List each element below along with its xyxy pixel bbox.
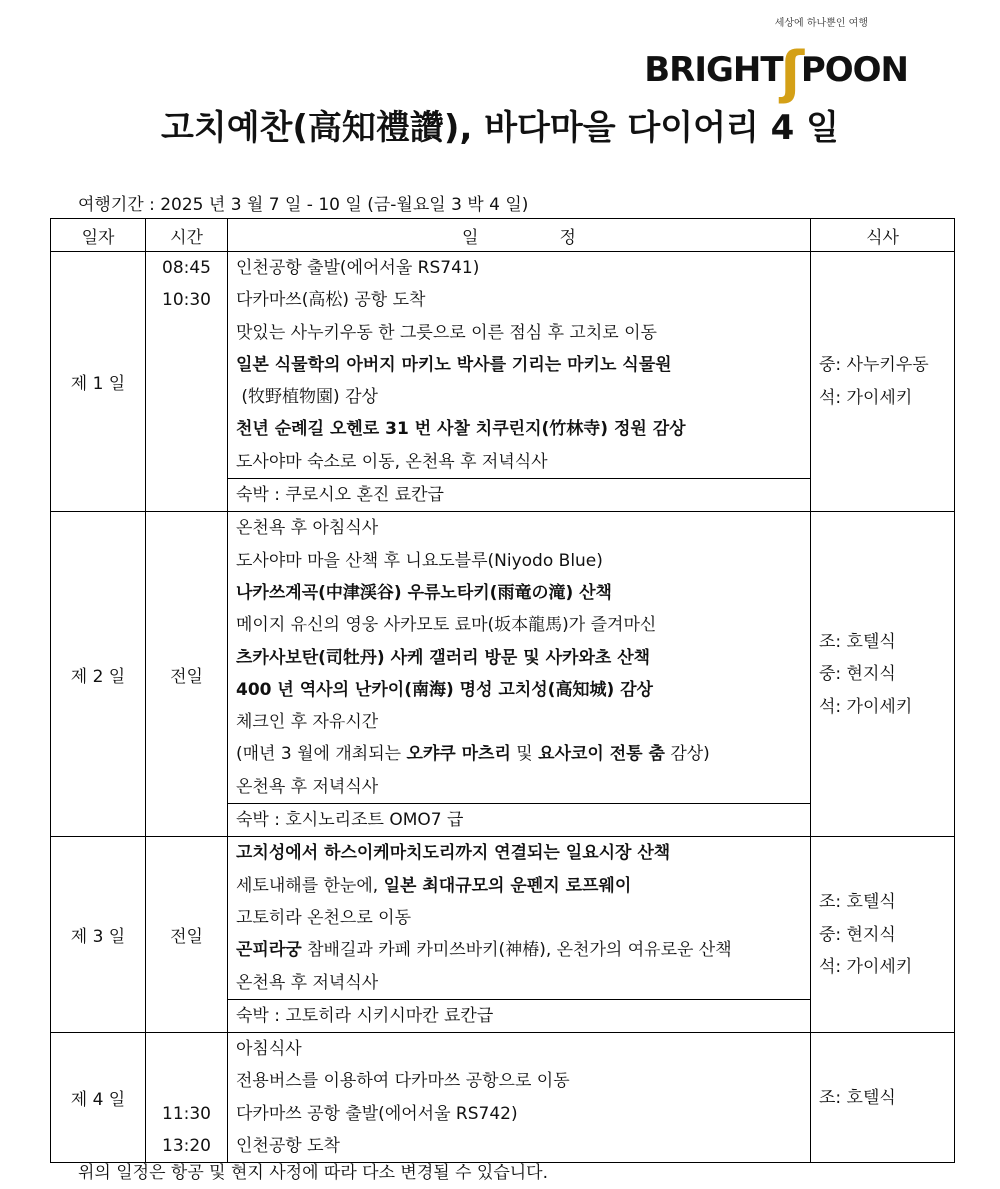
schedule-text: 세토내해를 한눈에, <box>236 875 384 896</box>
schedule-line <box>228 674 810 706</box>
header-schedule: 일 정 <box>228 219 811 252</box>
schedule-text: 고토히라 온천으로 이동 <box>236 907 412 928</box>
schedule-line <box>228 1033 810 1065</box>
schedule-line <box>228 446 810 478</box>
schedule-text: 체크인 후 자유시간 <box>236 712 379 733</box>
schedule-line <box>228 252 810 284</box>
schedule-text: 감상) <box>664 744 710 765</box>
day-row <box>51 837 955 1033</box>
schedule-line <box>228 771 810 803</box>
day-row <box>51 512 955 837</box>
highlight-text: 곤피라궁 <box>236 940 302 961</box>
meal-item: 조: 호텔식 <box>819 892 896 913</box>
time-value: 08:45 <box>162 258 211 278</box>
schedule-text: 온천욕 후 아침식사 <box>236 518 379 539</box>
highlight-text: 일본 식물학의 아버지 마키노 박사를 기리는 마키노 식물원 <box>236 354 672 375</box>
meal-item: 중: 현지식 <box>819 664 896 685</box>
time-value: 13:20 <box>162 1136 211 1157</box>
meal-item: 석: 가이세키 <box>819 696 913 717</box>
schedule-text: 및 <box>510 744 539 765</box>
itinerary-table <box>50 218 955 1163</box>
schedule-text: 인천공항 도착 <box>236 1136 340 1157</box>
time-cell: 전일 <box>146 837 228 1033</box>
accommodation: 숙박 : 호시노리조트 OMO7 급 <box>228 803 810 836</box>
highlight-text: 천년 순례길 오헨로 31 번 사찰 치쿠린지(竹林寺) 정원 감상 <box>236 419 686 440</box>
schedule-line <box>228 413 810 445</box>
schedule-line <box>228 642 810 674</box>
time-cell <box>146 1033 228 1163</box>
highlight-text: 고치성에서 하스이케마치도리까지 연결되는 일요시장 산책 <box>236 843 671 864</box>
header-day: 일자 <box>51 219 146 252</box>
schedule-text: 도사야마 마을 산책 후 니요도블루(Niyodo Blue) <box>236 550 603 571</box>
page-title: 고치예찬(高知禮讚), 바다마을 다이어리 4 일 <box>161 108 839 148</box>
time-cell: 전일 <box>146 512 228 837</box>
meal-item: 석: 가이세키 <box>819 956 913 977</box>
meal-item: 중: 현지식 <box>819 924 896 945</box>
schedule-text: 전용버스를 이용하여 다카마쓰 공항으로 이동 <box>236 1071 570 1092</box>
logo-wordmark <box>644 30 908 105</box>
meal-item: 석: 가이세키 <box>819 387 913 408</box>
schedule-line <box>228 934 810 966</box>
spoon-icon: ʃ <box>780 40 803 105</box>
travel-period: 여행기간 : 2025 년 3 월 7 일 - 10 일 (금-월요일 3 박 4 일) <box>78 195 529 215</box>
day-label: 제 2 일 <box>51 512 146 837</box>
accommodation: 숙박 : 쿠로시오 혼진 료칸급 <box>228 478 810 511</box>
day-label: 제 1 일 <box>51 252 146 512</box>
day-row <box>51 1033 955 1163</box>
schedule-line <box>228 902 810 934</box>
schedule-line <box>228 317 810 349</box>
schedule-line <box>228 738 810 770</box>
schedule-line <box>228 545 810 577</box>
schedule-line <box>228 1098 810 1130</box>
highlight-text: 일본 최대규모의 운펜지 로프웨이 <box>383 875 632 896</box>
schedule-text: 온천욕 후 저녁식사 <box>236 972 379 993</box>
time-cell <box>146 252 228 512</box>
schedule-line <box>228 967 810 999</box>
header-time: 시간 <box>146 219 228 252</box>
schedule-text: 메이지 유신의 영웅 사카모토 료마(坂本龍馬)가 즐겨마신 <box>236 615 657 636</box>
logo-word-right: POON <box>800 50 908 90</box>
schedule-line <box>228 706 810 738</box>
schedule-text: 아침식사 <box>236 1039 302 1060</box>
schedule-text: 맛있는 사누키우동 한 그릇으로 이른 점심 후 고치로 이동 <box>236 322 657 343</box>
meal-item: 중: 사누키우동 <box>819 355 929 376</box>
schedule-text: 다카마쓰(高松) 공항 도착 <box>236 290 426 311</box>
schedule-line <box>228 349 810 381</box>
schedule-line <box>228 577 810 609</box>
schedule-line <box>228 512 810 544</box>
header-meal: 식사 <box>811 219 955 252</box>
schedule-text: 온천욕 후 저녁식사 <box>236 776 379 797</box>
schedule-text: 도사야마 숙소로 이동, 온천욕 후 저녁식사 <box>236 451 548 472</box>
schedule-line <box>228 837 810 869</box>
meal-cell <box>811 1033 955 1163</box>
schedule-text: 참배길과 카페 카미쓰바키(神椿), 온천가의 여유로운 산책 <box>301 940 732 961</box>
logo-tagline: 세상에 하나뿐인 여행 <box>774 18 868 29</box>
meal-cell <box>811 252 955 512</box>
schedule-line <box>228 870 810 902</box>
schedule-cell <box>228 512 811 837</box>
brand-logo <box>644 14 908 105</box>
highlight-text: 오캬쿠 마츠리 <box>406 744 511 765</box>
schedule-text: (매년 3 월에 개최되는 <box>236 744 407 765</box>
day-label: 제 4 일 <box>51 1033 146 1163</box>
schedule-line <box>228 381 810 413</box>
day-label: 제 3 일 <box>51 837 146 1033</box>
highlight-text: 츠카사보탄(司牡丹) 사케 갤러리 방문 및 사카와초 산책 <box>236 647 651 668</box>
meal-cell <box>811 837 955 1033</box>
accommodation: 숙박 : 고토히라 시키시마칸 료칸급 <box>228 999 810 1032</box>
meal-item: 조: 호텔식 <box>819 1087 896 1108</box>
schedule-line <box>228 609 810 641</box>
schedule-text: 인천공항 출발(에어서울 RS741) <box>236 258 480 278</box>
schedule-text: (牧野植物園) 감상 <box>236 387 378 408</box>
meal-item: 조: 호텔식 <box>819 631 896 652</box>
table-header-row <box>51 219 955 252</box>
schedule-text: 다카마쓰 공항 출발(에어서울 RS742) <box>236 1103 518 1124</box>
schedule-cell <box>228 1033 811 1163</box>
schedule-line <box>228 1065 810 1097</box>
meal-cell <box>811 512 955 837</box>
time-value: 10:30 <box>162 290 211 311</box>
highlight-text: 400 년 역사의 난카이(南海) 명성 고치성(高知城) 감상 <box>236 679 653 700</box>
schedule-line <box>228 284 810 316</box>
schedule-cell <box>228 252 811 512</box>
highlight-text: 요사코이 전통 춤 <box>538 744 665 765</box>
schedule-cell <box>228 837 811 1033</box>
logo-word-left: BRIGHT <box>644 50 783 90</box>
highlight-text: 나카쓰계곡(中津渓谷) 우류노타키(雨竜の滝) 산책 <box>236 582 612 603</box>
footnote: 위의 일정은 항공 및 현지 사정에 따라 다소 변경될 수 있습니다. <box>78 1163 548 1183</box>
day-row <box>51 252 955 512</box>
time-value: 11:30 <box>162 1103 211 1124</box>
